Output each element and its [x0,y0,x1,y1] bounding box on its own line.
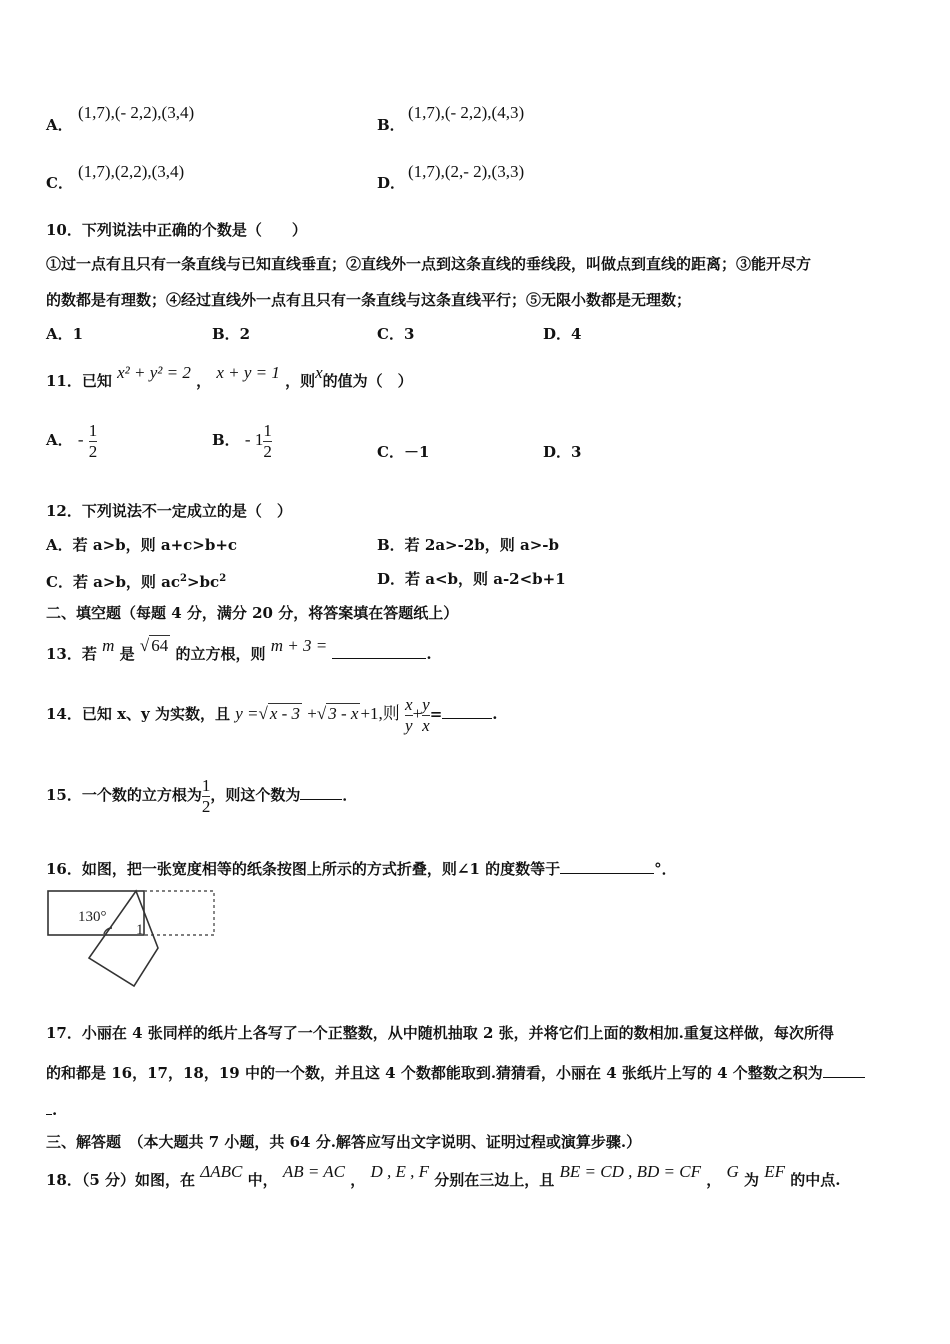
q14-prefix: 14．已知 x、y 为实数，且 [46,705,230,723]
q18-triangle: ΔABC [200,1162,243,1181]
q14-lhs: y = [235,704,259,723]
q14-fy-num: y [422,694,430,714]
q13-expression: m + 3 = [270,636,328,655]
q14-plus: + [307,704,317,723]
q9-option-c-label: C． [46,174,73,192]
q12-option-b: B．若 2a>-2b，则 a>-b [377,536,559,554]
q11-stem [46,363,413,391]
q18-in: 中， [247,1171,278,1189]
q12-c-pre: C．若 a>b，则 ac [46,573,181,591]
q15-end: ． [342,786,358,804]
q18-end: 的中点. [790,1171,841,1189]
q11-equation-1: x² + y² = 2 [117,363,191,382]
q12-stem: 12．下列说法不一定成立的是（ ） [46,502,292,520]
q11-suffix: 的值为（ ） [322,372,413,390]
q11-a-label: A． [46,431,73,449]
q9-option-d-label: D． [377,174,406,192]
q18-point-g: G [726,1162,739,1181]
q11-a-fraction [89,421,98,462]
q17-line2 [46,1061,865,1083]
q18-mid: 分别在三边上，且 [434,1171,555,1189]
q17-end: . [52,1101,58,1119]
q18-condition: BE = CD , BD = CF [559,1162,701,1181]
q13-radicand: 64 [151,636,169,655]
q18-stem [46,1162,841,1190]
q18-is: 为 [744,1171,760,1189]
q16-folded-strip-figure [44,886,220,996]
q14-fx-num: x [405,694,413,714]
q11-a-num: 1 [88,420,98,440]
q9-option-b-label: B． [377,116,405,134]
q11-b-whole: - 1 [244,430,264,449]
q14-answer-blank[interactable] [442,702,492,719]
q16-text: 16．如图，把一张宽度相等的纸条按图上所示的方式折叠，则∠1 的度数等于 [46,860,561,878]
q13-end: . [426,645,432,663]
q17-line2-text: 的和都是 16，17，18，19 中的一个数，并且这 4 个数都能取到.猜猜看，小丽在 4 张纸片上写的 4 个整数之积为 [46,1064,823,1082]
q12-option-a: A．若 a>b，则 a+c>b+c [46,536,238,554]
q11-b-den: 2 [263,441,272,461]
q9-option-a-label: A． [46,116,73,134]
q11-variable: x [315,363,323,382]
q14-fraction-y-over-x [422,695,430,736]
q10-stem: 10．下列说法中正确的个数是（ ） [46,221,307,239]
q14-radicand-2: 3 - x [328,704,359,723]
q18-equal-sides: AB = AC [282,1162,346,1181]
q18-points: D , E , F [370,1162,430,1181]
q17-line1: 17．小丽在 4 张同样的纸片上各写了一个正整数，从中随机抽取 2 张，并将它们上面的数相加.重复这样做，每次所得 [46,1024,834,1042]
q17-answer-blank[interactable] [823,1061,865,1078]
q11-option-b [212,418,272,462]
section-fill-in-heading: 二、填空题（每题 4 分，满分 20 分，将答案填在答题纸上） [46,604,459,622]
q11-a-den: 2 [88,441,98,461]
q10-option-a: A．1 [46,325,84,343]
q11-b-label: B． [212,431,240,449]
strip-dashed-original [144,891,214,935]
q14-stem: 14．已知 x、y 为实数，且 y =√ x - 3 +√ 3 - x +1,则 $\frac{x}{y}$ + $\frac{y}{x}$ = . [46,694,498,735]
q16-stem [46,857,677,879]
q9-option-c: (1,7),(2,2),(3,4) [78,162,185,181]
q13-mid: 的立方根，则 [175,645,266,663]
q10-statements-line1: ①过一点有且只有一条直线与已知直线垂直；②直线外一点到这条直线的垂线段，叫做点到直线的距离；③能开尽方 [46,255,812,273]
q11-then: ，则 [285,372,316,390]
q9-option-d: (1,7),(2,- 2),(3,3) [408,162,525,181]
q11-option-d: D．3 [543,443,582,461]
q13-variable: m [102,636,115,655]
q18-segment-ef: EF [764,1162,786,1181]
angle-label-1: 1 [136,922,144,938]
q15-den: 2 [201,796,211,816]
q16-answer-blank[interactable] [560,857,654,874]
q16-end: °． [654,860,677,878]
q9-option-b: (1,7),(- 2,2),(4,3) [408,103,525,122]
q11-comma: ， [196,372,212,390]
q11-a-sign: - [77,430,84,449]
q17-line3 [46,1098,57,1120]
q18-comma-1: ， [350,1171,366,1189]
q15-prefix: 15．一个数的立方根为 [46,786,202,804]
q10-statements-line2: 的数都是有理数；④经过直线外一点有且只有一条直线与这条直线平行；⑤无限小数都是无理数； [46,291,692,309]
q11-prefix: 11．已知 [46,372,112,390]
q18-comma-2: ， [706,1171,722,1189]
q14-radicand-1: x - 3 [269,704,301,723]
q12-option-d: D．若 a<b，则 a-2<b+1 [377,570,566,588]
q12-c-mid: >bc [186,573,220,591]
strip-folded-part [89,891,158,986]
q11-option-c: C．－1 [377,443,430,461]
q11-b-fraction [263,421,272,462]
q18-prefix: 18．（5 分）如图，在 [46,1171,196,1189]
angle-label-130: 130° [78,909,107,925]
q15-suffix: ，则这个数为 [210,786,301,804]
q14-fx-den: y [405,715,413,735]
q10-option-c: C．3 [377,325,415,343]
q13-answer-blank[interactable] [332,642,426,659]
q13-radical: √ 64 [139,636,169,655]
q11-option-a [46,418,97,462]
q12-option-c: C．若 a>b，则 $ac^2>bc^2$ [46,573,227,591]
q14-end: . [492,705,498,723]
section-solutions-heading: 三、解答题 （本大题共 7 小题，共 64 分.解答应写出文字说明、证明过程或演算步骤.） [46,1133,642,1151]
q13-prefix: 13．若 [46,645,97,663]
q9-option-a: (1,7),(- 2,2),(3,4) [78,103,195,122]
q13-is: 是 [119,645,135,663]
q14-fraction-x-over-y [405,695,413,736]
q13-stem [46,636,432,664]
q14-fy-den: x [422,715,430,735]
q11-b-num: 1 [263,420,272,440]
q10-option-b: B．2 [212,325,251,343]
q14-tail: +1,则 [360,704,400,723]
q15-stem [46,773,357,817]
q15-num: 1 [201,775,211,795]
q10-option-d: D．4 [543,325,582,343]
q14-eq: = [429,705,443,723]
q15-answer-blank[interactable] [300,783,342,800]
q11-equation-2: x + y = 1 [216,363,280,382]
